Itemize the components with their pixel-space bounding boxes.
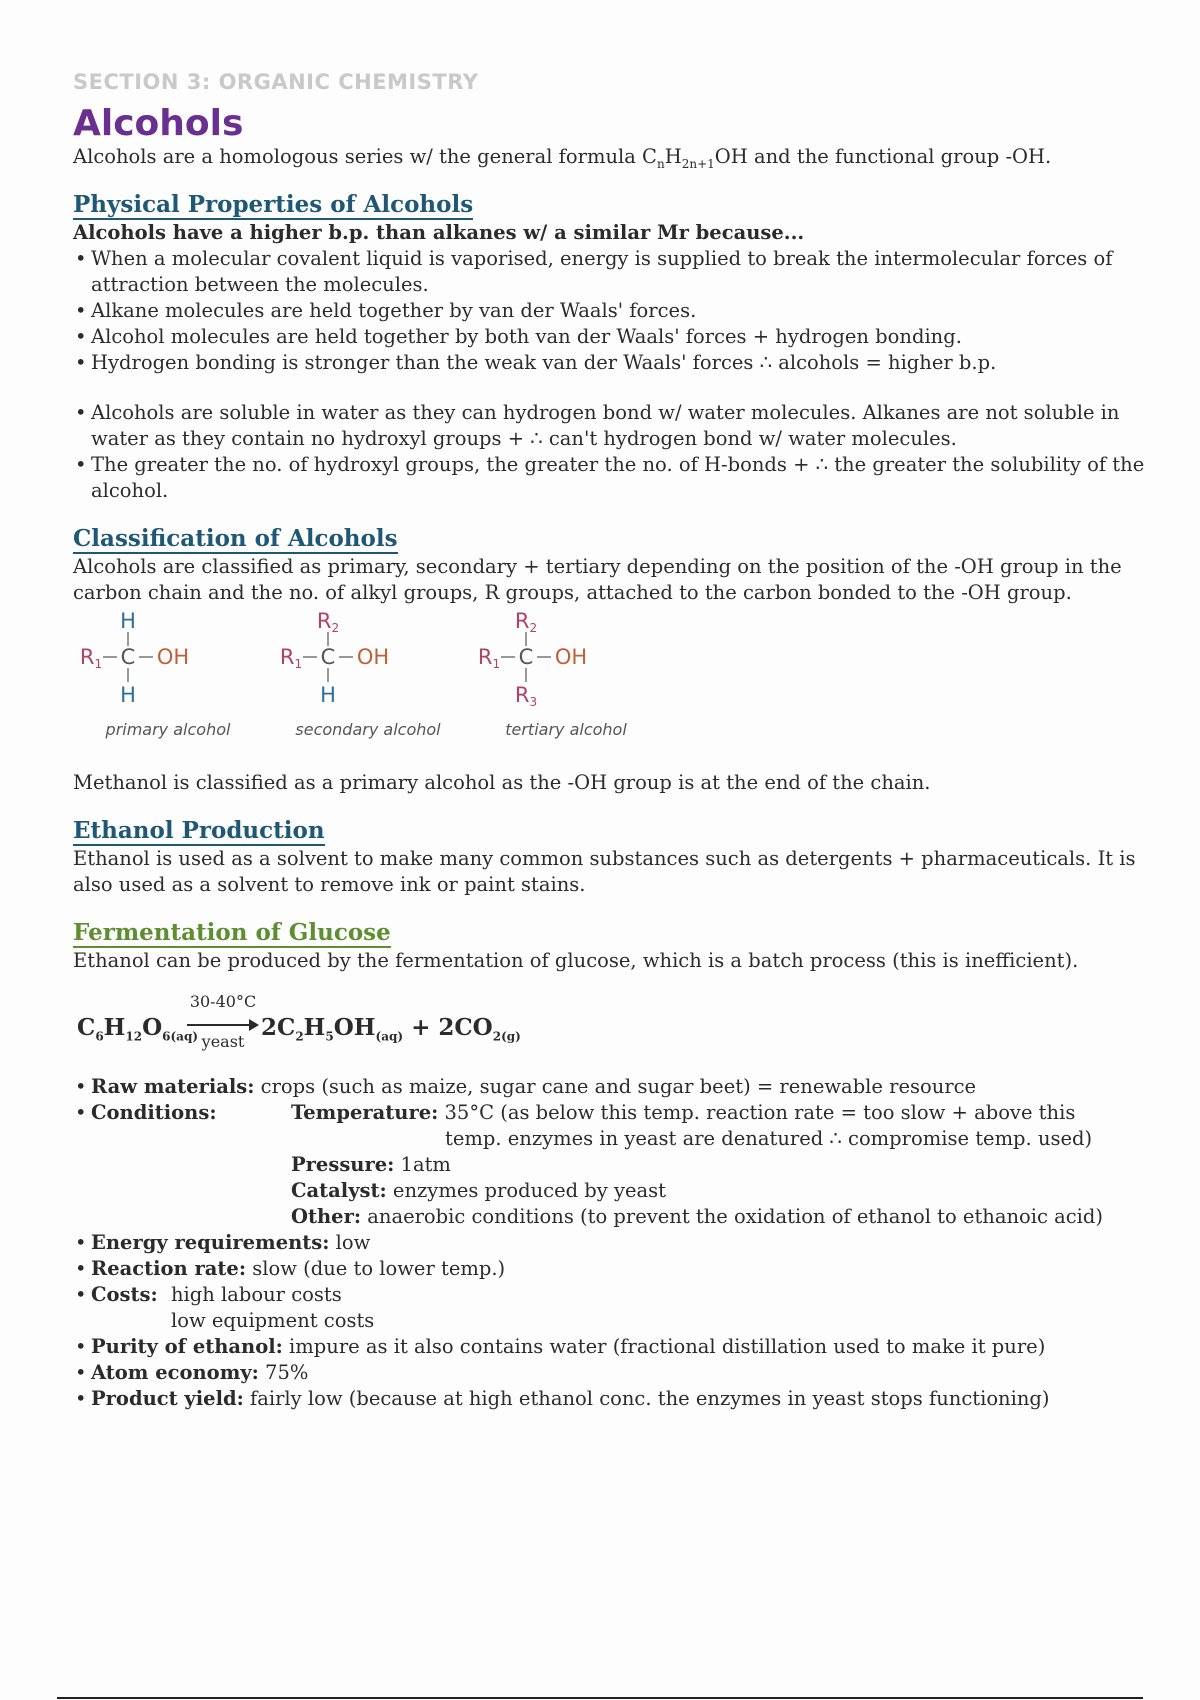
top-group: R2 [316,610,340,635]
top-atom: H [120,610,136,633]
fermentation-details [73,1074,1168,1412]
fermentation-equation [73,990,1168,1070]
classification-text: Alcohols are classified as primary, secondary + tertiary depending on the position of the -OH group in the carbon chain and the no. of alkyl groups, R groups, attached to the carbon bonded to the -OH group. [73,555,1122,604]
structure-caption: secondary alcohol [295,720,441,739]
heading-ethanol-production: Ethanol Production [73,817,325,844]
center-atom: C [320,645,336,669]
top-group: R2 [514,610,538,635]
secondary-alcohol-structure [273,610,463,750]
bottom-atom: H [320,683,336,707]
list-item: • Costs: high labour costs low equipment costs [73,1282,1168,1334]
physical-bullets-2 [73,400,1168,504]
fermentation-text: Ethanol can be produced by the fermentation of glucose, which is a batch process (this is inefficient). [73,949,1079,972]
structure-caption: primary alcohol [105,720,231,739]
center-atom: C [518,645,534,669]
structure-caption: tertiary alcohol [505,720,627,739]
list-item: • Conditions: Temperature: 35°C (as below this temp. reaction rate = too slow + above this temp. enzymes in yeast are denatured ∴ compromise temp. used) Pressure: 1atm Catalyst: enzymes produced by yeast Other: anaerobic conditions (to prevent the oxidation of ethanol to ethanoic acid) [73,1100,1168,1230]
heading-fermentation: Fermentation of Glucose [73,919,391,946]
list-item: • Product yield: fairly low (because at high ethanol conc. the enzymes in yeast stops functioning) [73,1386,1168,1412]
equation-reactant: $C_6H_{12}O_{6(aq)}$ [77,1014,199,1044]
page-title: Alcohols [73,103,244,144]
methanol-note: Methanol is classified as a primary alcohol as the -OH group is at the end of the chain. [73,771,931,794]
heading-physical-properties: Physical Properties of Alcohols [73,191,474,218]
list-item: • Energy requirements: low [73,1230,1168,1256]
intro-text: Alcohols are a homologous series w/ the general formula $C_nH_{2n+1}OH$ and the functional group -OH. [73,145,1052,171]
center-atom: C [120,645,136,669]
list-item: • Alkane molecules are held together by van der Waals' forces. [73,298,1168,324]
list-item: • Alcohols are soluble in water as they can hydrogen bond w/ water molecules. Alkanes are not soluble in water as they contain no hydroxyl groups + ∴ can't hydrogen bond w/ water molecules. [73,400,1168,452]
list-item: • Raw materials: crops (such as maize, sugar cane and sugar beet) = renewable resource [73,1074,1168,1100]
left-group: R1 [79,645,103,671]
equation-products: $2C_2H_5OH_{(aq)} + 2CO_{2(g)}$ [261,1014,521,1044]
structure-diagram [273,610,463,720]
bottom-divider [57,1697,1143,1699]
list-item: • Reaction rate: slow (due to lower temp.) [73,1256,1168,1282]
oh-group: OH [554,645,588,669]
physical-lead: Alcohols have a higher b.p. than alkanes w/ a similar Mr because... [73,221,805,244]
left-group: R1 [477,645,501,671]
arrow-condition-top: 30-40°C [189,992,257,1011]
notes-page [73,70,1168,1412]
primary-alcohol-structure [73,610,263,750]
heading-classification: Classification of Alcohols [73,525,398,552]
bottom-group: R3 [514,683,538,709]
alcohol-structures [73,610,1168,750]
bottom-atom: H [120,683,136,707]
structure-diagram [73,610,263,720]
left-group: R1 [279,645,303,671]
list-item: • When a molecular covalent liquid is vaporised, energy is supplied to break the intermolecular forces of attraction between the molecules. [73,246,1168,298]
list-item: • Purity of ethanol: impure as it also contains water (fractional distillation used to make it pure) [73,1334,1168,1360]
oh-group: OH [156,645,190,669]
arrow-condition-bottom: yeast [201,1032,245,1051]
structure-diagram [471,610,661,720]
ethanol-text: Ethanol is used as a solvent to make many common substances such as detergents + pharmaceuticals. It is also used as a solvent to remove ink or paint stains. [73,847,1136,896]
section-label: SECTION 3: ORGANIC CHEMISTRY [73,70,479,94]
list-item: • The greater the no. of hydroxyl groups, the greater the no. of H-bonds + ∴ the greater the solubility of the alcohol. [73,452,1168,504]
physical-bullets-1 [73,246,1168,376]
list-item: • Hydrogen bonding is stronger than the weak van der Waals' forces ∴ alcohols = higher b.p. [73,350,1168,376]
arrow-line [187,1024,253,1026]
reaction-arrow [183,992,263,1056]
tertiary-alcohol-structure [471,610,661,750]
oh-group: OH [356,645,390,669]
list-item: • Alcohol molecules are held together by both van der Waals' forces + hydrogen bonding. [73,324,1168,350]
list-item: • Atom economy: 75% [73,1360,1168,1386]
arrow-head-icon [249,1019,259,1031]
